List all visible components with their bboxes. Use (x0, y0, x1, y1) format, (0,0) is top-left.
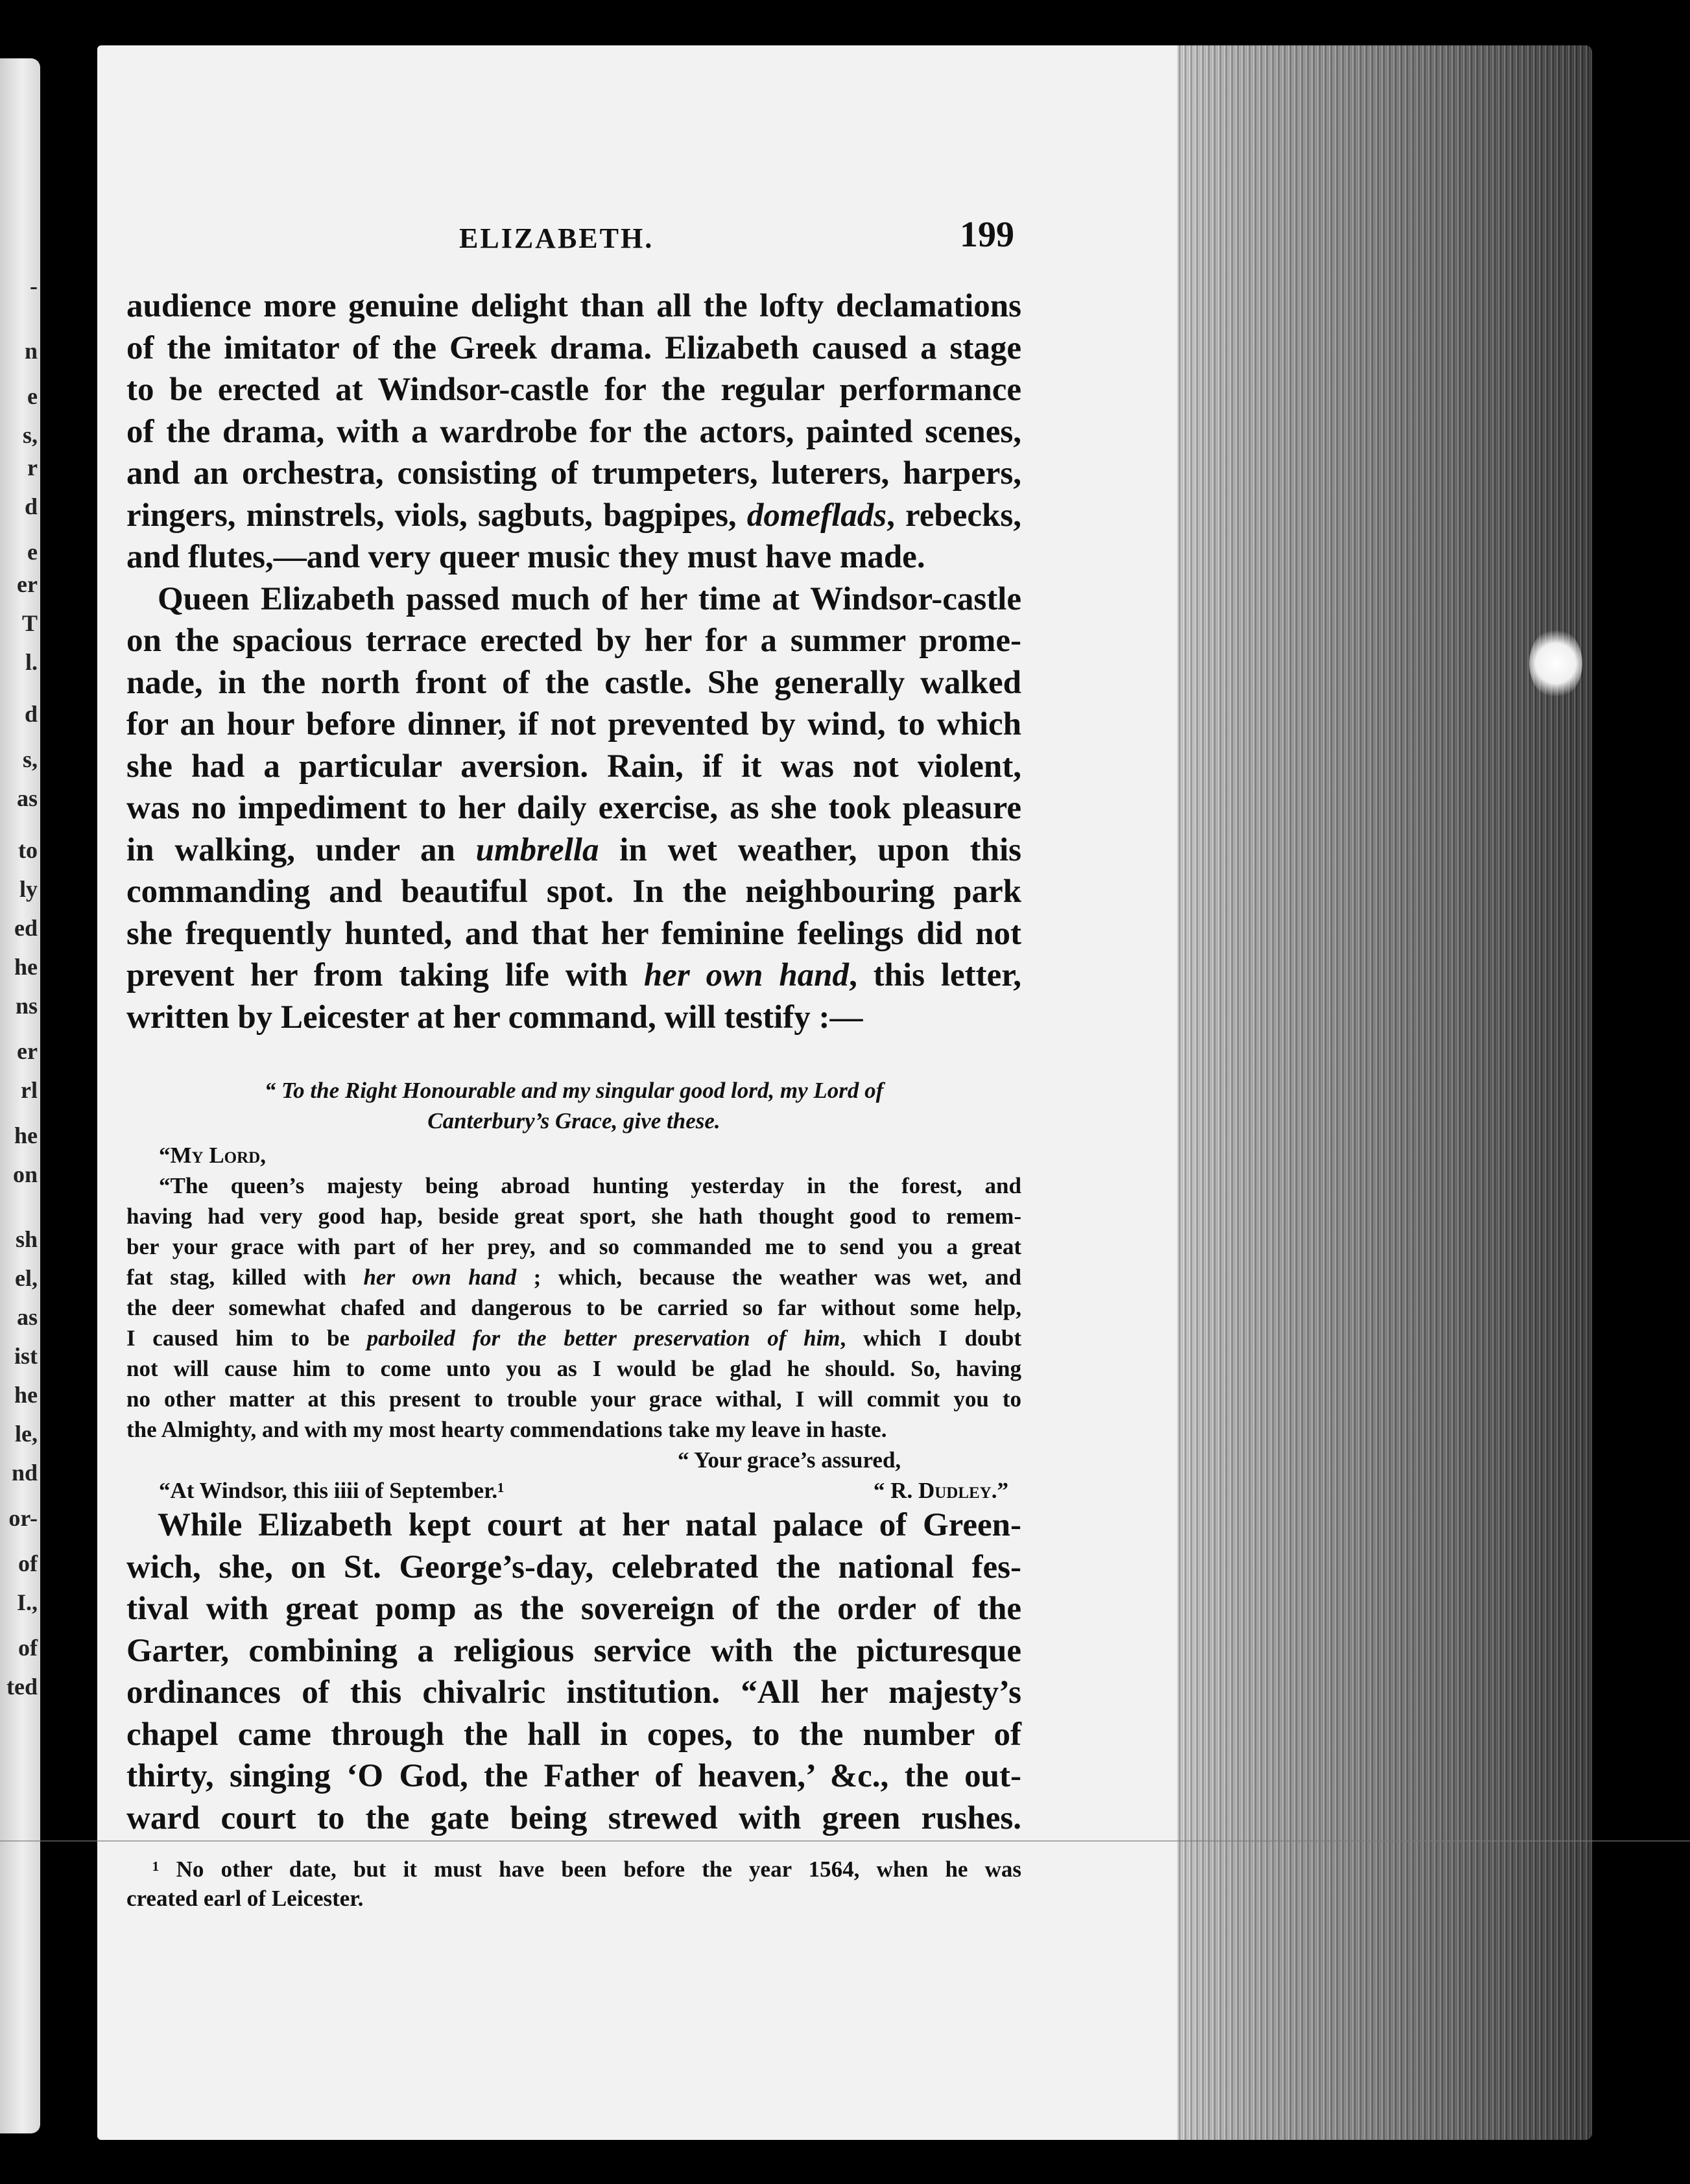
running-title: ELIZABETH. (459, 222, 654, 254)
letter-line: the Almighty, and with my most hearty commendations take my leave in haste. (126, 1417, 887, 1442)
facing-page-fragment: I., (16, 1589, 38, 1615)
text-line: thirty, singing ‘O God, the Father of heaven,’ &c., the out- (126, 1758, 1021, 1794)
edge-blemish (1529, 628, 1582, 699)
text-line: prevent her from taking life with her own hand, this letter, (126, 957, 1021, 993)
main-text (126, 285, 1021, 1038)
facing-page-fragment: l. (25, 649, 38, 675)
text-line: audience more genuine delight than all the lofty declamations (126, 288, 1021, 324)
text-line: and an orchestra, consisting of trumpeters, luterers, harpers, (126, 455, 1021, 492)
facing-page-fragment: of (18, 1550, 38, 1576)
facing-page-fragment: n (24, 338, 38, 364)
letter-address (126, 1075, 1021, 1136)
facing-page-fragment: le, (15, 1421, 38, 1447)
text-line: Garter, combining a religious service with the picturesque (126, 1632, 1021, 1669)
letter-footer (126, 1475, 1021, 1506)
text-line: Queen Elizabeth passed much of her time at Windsor-castle (158, 580, 1021, 617)
footnote (126, 1855, 1021, 1913)
text-line: While Elizabeth kept court at her natal palace of Green- (158, 1507, 1021, 1543)
address-line: Canterbury’s Grace, give these. (427, 1108, 720, 1134)
facing-page-fragment: as (16, 785, 38, 811)
facing-page-fragment: d (24, 701, 38, 727)
facing-page-fragment: ns (15, 993, 38, 1019)
paragraph-2 (126, 578, 1021, 1039)
text-line: written by Leicester at her command, will testify :— (126, 999, 863, 1036)
text-line: for an hour before dinner, if not prevented by wind, to which (126, 706, 1021, 742)
text-line: was no impediment to her daily exercise, as she took pleasure (126, 790, 1021, 826)
facing-page-fragment: r (27, 455, 38, 481)
letter-closing-block (126, 1445, 1021, 1506)
letter-line: not will cause him to come unto you as I would be glad he should. So, having (126, 1356, 1021, 1381)
text-line: nade, in the north front of the castle. She generally walked (126, 664, 1021, 701)
text-line: ringers, minstrels, viols, sagbuts, bagpipes, domeflads, rebecks, (126, 497, 1022, 534)
text-line: tival with great pomp as the sovereign of the order of the (126, 1591, 1021, 1627)
text-line: chapel came through the hall in copes, to the number of (126, 1716, 1021, 1753)
address-line: “ To the Right Honourable and my singular good lord, my Lord of (264, 1078, 884, 1103)
facing-page-fragment: of (18, 1635, 38, 1661)
facing-page-fragment: he (14, 1382, 38, 1408)
letter-closing: “ Your grace’s assured, (678, 1447, 901, 1473)
footnote-line: ¹ No other date, but it must have been before the year 1564, when he was (152, 1857, 1021, 1882)
facing-page-fragment: rl (21, 1077, 38, 1103)
running-head (97, 214, 1184, 259)
facing-page-fragment: he (14, 954, 38, 980)
text-line: she had a particular aversion. Rain, if it was not violent, (126, 748, 1021, 785)
facing-page-fragment: el, (15, 1265, 38, 1291)
facing-page-fragment: ted (6, 1674, 38, 1700)
signature: “ R. Dudley.” (873, 1478, 1008, 1503)
facing-page-fragment: he (14, 1122, 38, 1148)
text-line: wich, she, on St. George’s-day, celebrated the national fes- (126, 1549, 1021, 1585)
letter-line: ber your grace with part of her prey, and so commanded me to send you a great (126, 1234, 1021, 1259)
letter (126, 1140, 1021, 1445)
facing-page-fragment: e (27, 383, 38, 409)
facing-page-fragment: as (16, 1304, 38, 1330)
letter-line: fat stag, killed with her own hand ; which, because the weather was wet, and (126, 1264, 1021, 1290)
page-number: 199 (960, 215, 1014, 255)
facing-page-fragment: or- (8, 1505, 38, 1531)
text-line: commanding and beautiful spot. In the neighbouring park (126, 873, 1021, 910)
facing-page-fragment: s, (22, 746, 38, 772)
facing-page-fragment: nd (11, 1460, 38, 1486)
facing-page-fragment: s, (22, 422, 38, 448)
text-line: ward court to the gate being strewed with green rushes. (126, 1799, 1021, 1836)
paragraph-3 (126, 1504, 1021, 1839)
page-edges (1177, 45, 1592, 2140)
letter-line: I caused him to be parboiled for the better preservation of him, which I doubt (126, 1325, 1022, 1351)
facing-page-fragment: er (17, 571, 38, 597)
facing-page-fragment: to (18, 837, 38, 863)
letter-line: no other matter at this present to trouble your grace withal, I will commit you to (126, 1386, 1021, 1412)
facing-page-edge (0, 58, 40, 2133)
paragraph-1 (126, 285, 1021, 578)
facing-page-fragment: er (17, 1038, 38, 1064)
facing-page-fragment: on (12, 1161, 38, 1187)
facing-page-fragment: T (21, 610, 38, 636)
place-date: “At Windsor, this iiii of September.¹ (159, 1478, 505, 1503)
facing-page-fragment: ed (14, 915, 38, 941)
text-line: ordinances of this chivalric institution. “All her majesty’s (126, 1674, 1021, 1711)
salutation: “My Lord, (159, 1143, 266, 1168)
letter-line: the deer somewhat chafed and dangerous to be carried so far without some help, (126, 1295, 1021, 1320)
facing-page-fragment: d (24, 493, 38, 519)
facing-page-fragment: e (27, 539, 38, 565)
facing-page-fragment: sh (15, 1226, 38, 1252)
text-line: and flutes,—and very queer music they must have made. (126, 539, 925, 575)
text-line: she frequently hunted, and that her feminine feelings did not (126, 915, 1021, 952)
footnote-line: created earl of Leicester. (126, 1886, 364, 1911)
facing-page-fragment: ist (14, 1343, 38, 1369)
text-line: on the spacious terrace erected by her for a summer prome- (126, 623, 1021, 659)
text-line: to be erected at Windsor-castle for the regular performance (126, 372, 1021, 408)
text-line: of the imitator of the Greek drama. Elizabeth caused a stage (126, 329, 1021, 366)
scan-line-artifact (0, 1840, 1690, 1842)
facing-page-fragment: - (30, 273, 38, 299)
letter-line: having had very good hap, beside great sport, she hath thought good to remem- (126, 1204, 1021, 1229)
text-line: in walking, under an umbrella in wet weather, upon this (126, 831, 1021, 868)
facing-page-fragment: ly (19, 876, 38, 902)
letter-line: “The queen’s majesty being abroad hunting yesterday in the forest, and (159, 1173, 1021, 1198)
text-line: of the drama, with a wardrobe for the actors, painted scenes, (126, 413, 1021, 450)
